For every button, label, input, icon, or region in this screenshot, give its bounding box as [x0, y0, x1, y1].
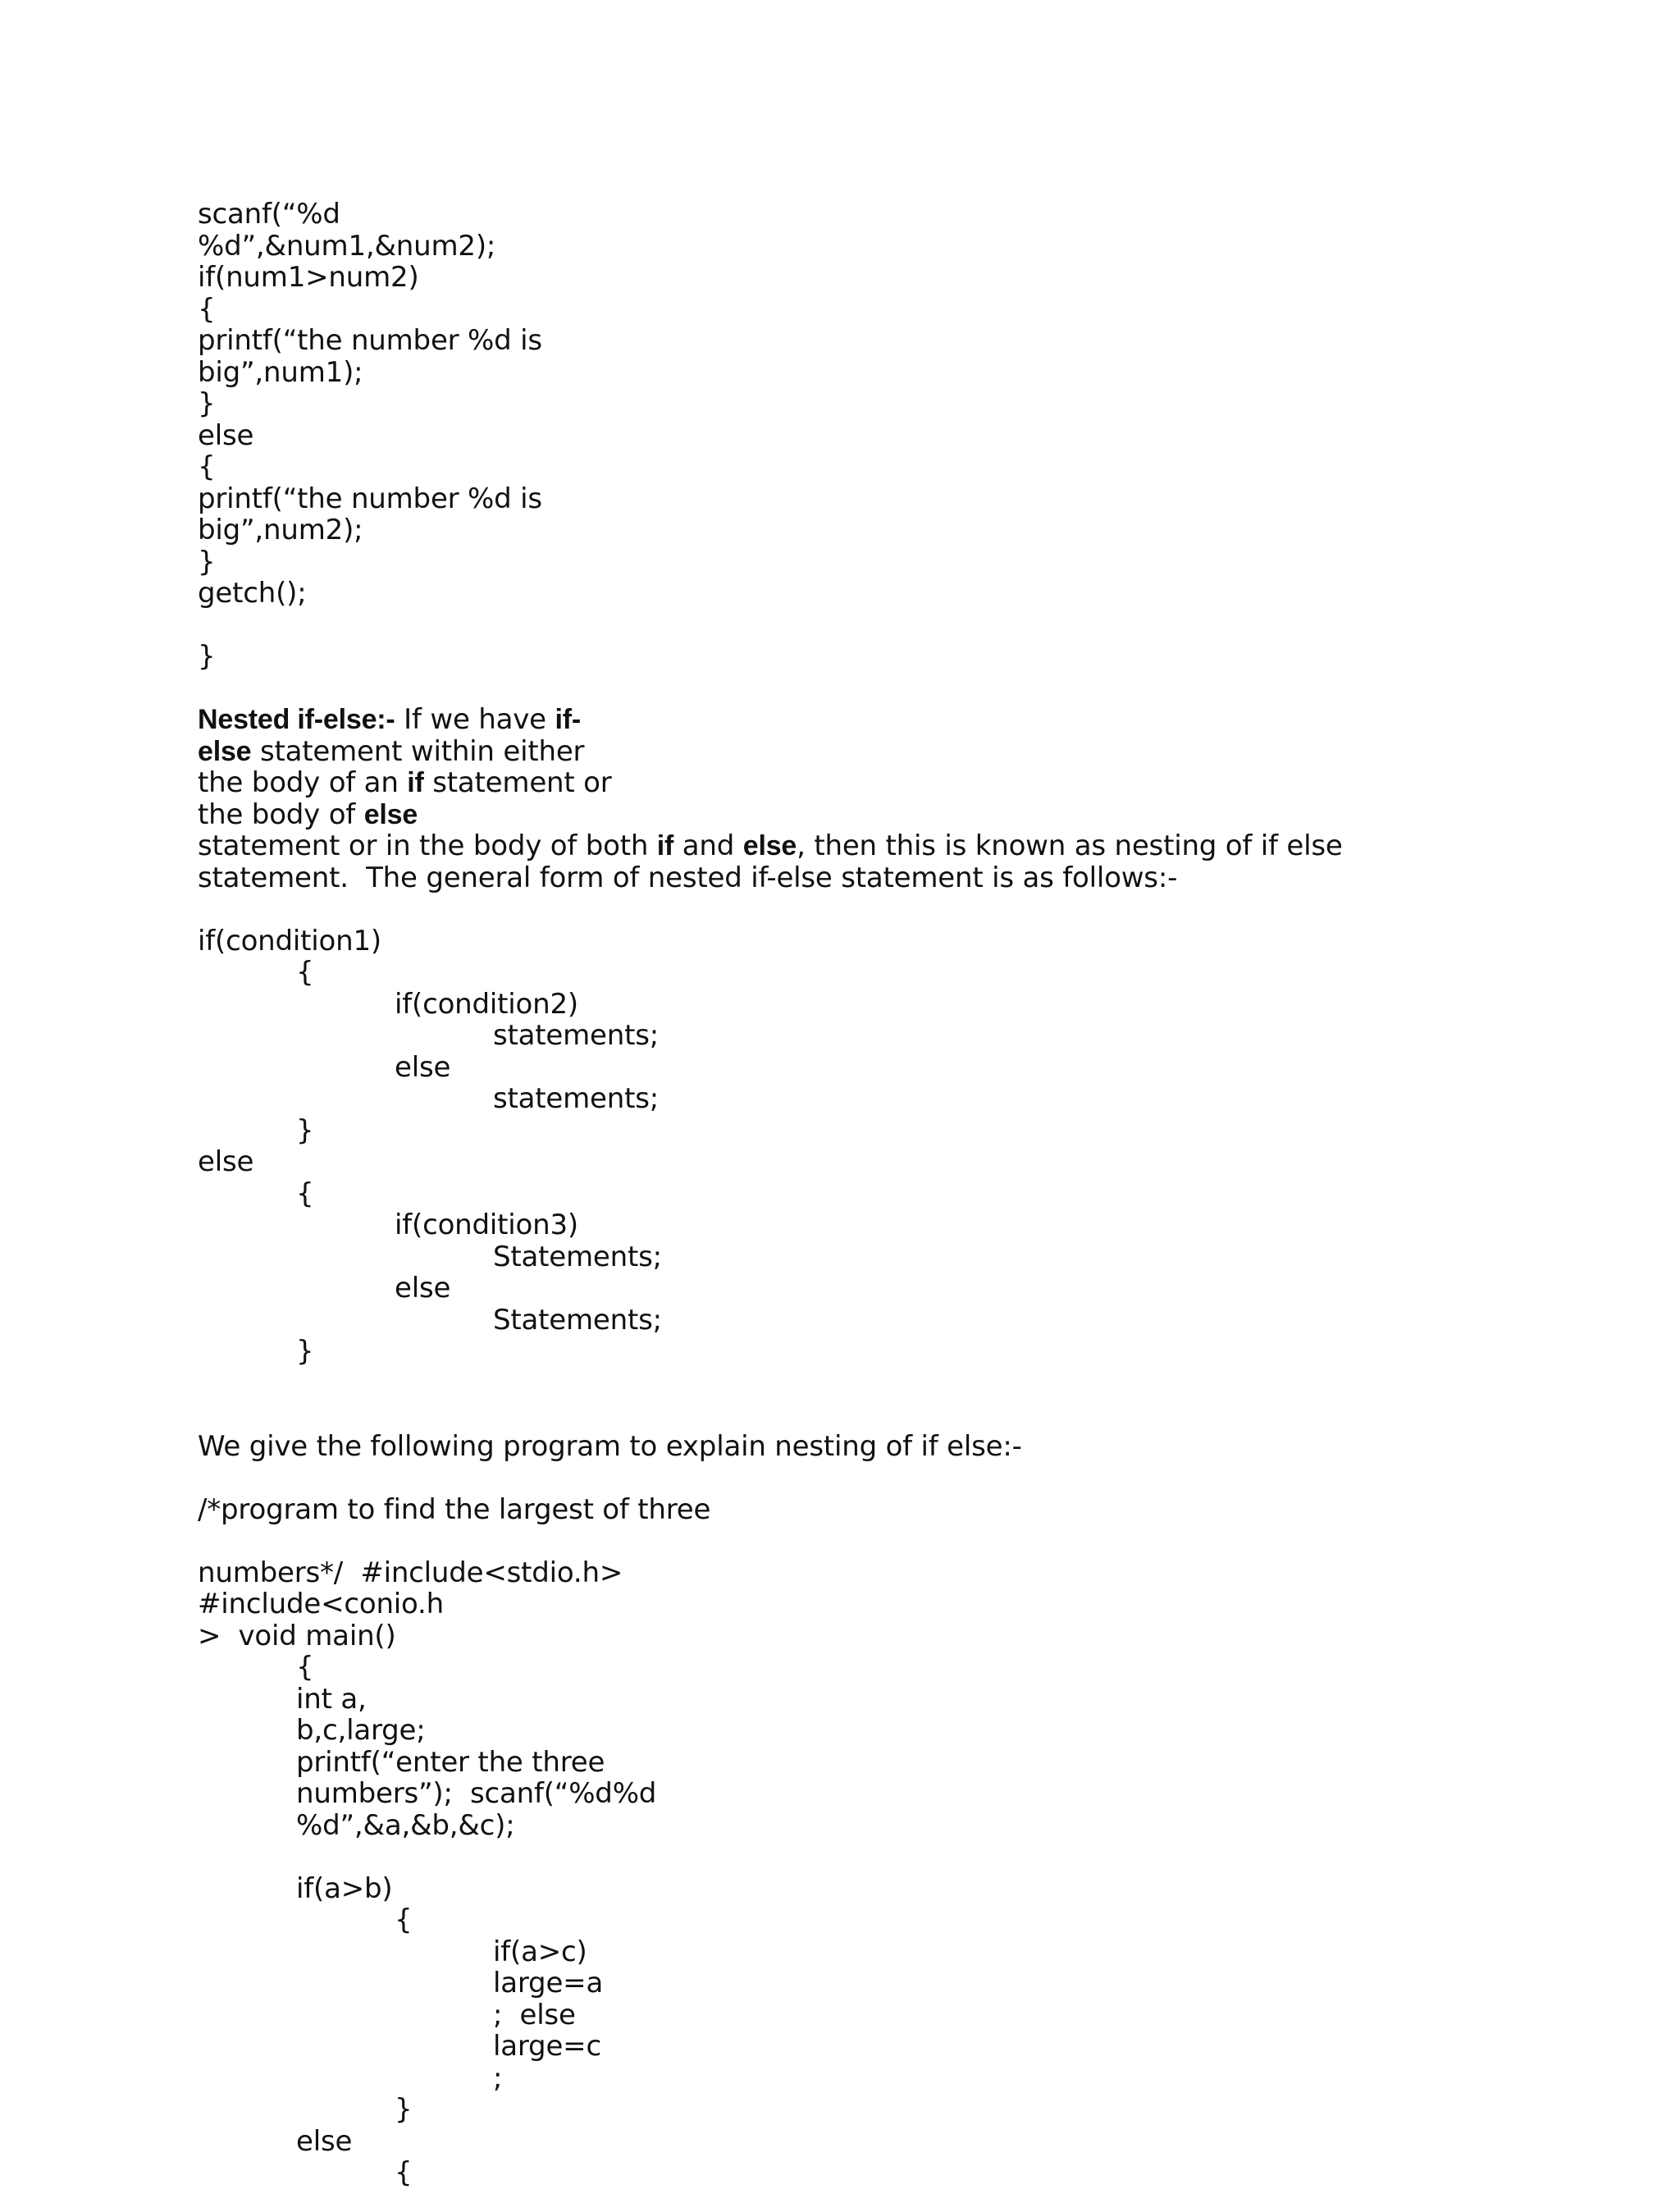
form-line: statements; — [493, 1019, 660, 1052]
program-line: #include<conio.h — [198, 1588, 445, 1620]
form-line: if(condition3) — [395, 1209, 578, 1241]
nested-paragraph-line-6: statement. The general form of nested if-else statement is as follows:- — [198, 861, 1178, 894]
code-line: { — [198, 450, 216, 483]
form-line: } — [296, 1335, 314, 1368]
program-line: printf(“enter the three — [296, 1746, 605, 1779]
program-line: large=a — [493, 1967, 604, 1999]
code-line: } — [198, 640, 216, 673]
program-line: { — [395, 1903, 413, 1936]
program-line: ; else — [493, 1999, 576, 2031]
form-line: else — [395, 1272, 451, 1305]
program-line: { — [395, 2156, 413, 2189]
code-line: { — [198, 293, 216, 326]
form-line: if(condition2) — [395, 988, 578, 1021]
code-line: if(num1>num2) — [198, 261, 419, 294]
form-line: { — [296, 1177, 314, 1210]
program-line: int a, — [296, 1683, 367, 1716]
code-line: %d”,&num1,&num2); — [198, 230, 496, 263]
code-line: } — [198, 387, 216, 420]
form-line: else — [198, 1145, 254, 1178]
form-line: Statements; — [493, 1304, 662, 1337]
program-line: { — [296, 1651, 314, 1684]
program-line: if(a>c) — [493, 1935, 587, 1968]
form-line: if(condition1) — [198, 925, 381, 957]
code-line: big”,num1); — [198, 356, 363, 389]
code-line: else — [198, 419, 254, 452]
form-line: Statements; — [493, 1241, 662, 1273]
nested-paragraph-line-1: Nested if-else:- If we have if- — [198, 703, 582, 736]
program-line: large=c — [493, 2030, 601, 2063]
code-line: printf(“the number %d is — [198, 324, 542, 357]
code-line: } — [198, 546, 216, 578]
program-line: ; — [493, 2062, 503, 2095]
nested-paragraph-line-5: statement or in the body of both if and else, then this is known as nesting of if else — [198, 829, 1343, 862]
program-comment: /*program to find the largest of three — [198, 1493, 711, 1526]
program-line: b,c,large; — [296, 1714, 426, 1747]
nested-paragraph-line-3: the body of an if statement or — [198, 766, 612, 799]
code-line: scanf(“%d — [198, 198, 340, 231]
program-line: > void main() — [198, 1620, 396, 1652]
program-line: } — [395, 2093, 413, 2126]
program-line: else — [296, 2125, 353, 2158]
form-line: else — [395, 1051, 451, 1084]
code-line: big”,num2); — [198, 514, 363, 546]
program-line: if(a>b) — [296, 1872, 393, 1905]
nested-paragraph-line-2: else statement within either — [198, 735, 585, 768]
code-line: printf(“the number %d is — [198, 482, 542, 515]
form-line: { — [296, 956, 314, 989]
nested-paragraph-line-4: the body of else — [198, 798, 418, 831]
section-heading: Nested if-else:- — [198, 704, 395, 735]
program-intro: We give the following program to explain nesting of if else:- — [198, 1430, 1022, 1463]
code-line: getch(); — [198, 577, 307, 610]
program-line: %d”,&a,&b,&c); — [296, 1809, 515, 1842]
form-line: statements; — [493, 1082, 660, 1115]
program-line: numbers”); scanf(“%d%d — [296, 1777, 657, 1810]
program-line: numbers*/ #include<stdio.h> — [198, 1556, 623, 1589]
form-line: } — [296, 1114, 314, 1147]
